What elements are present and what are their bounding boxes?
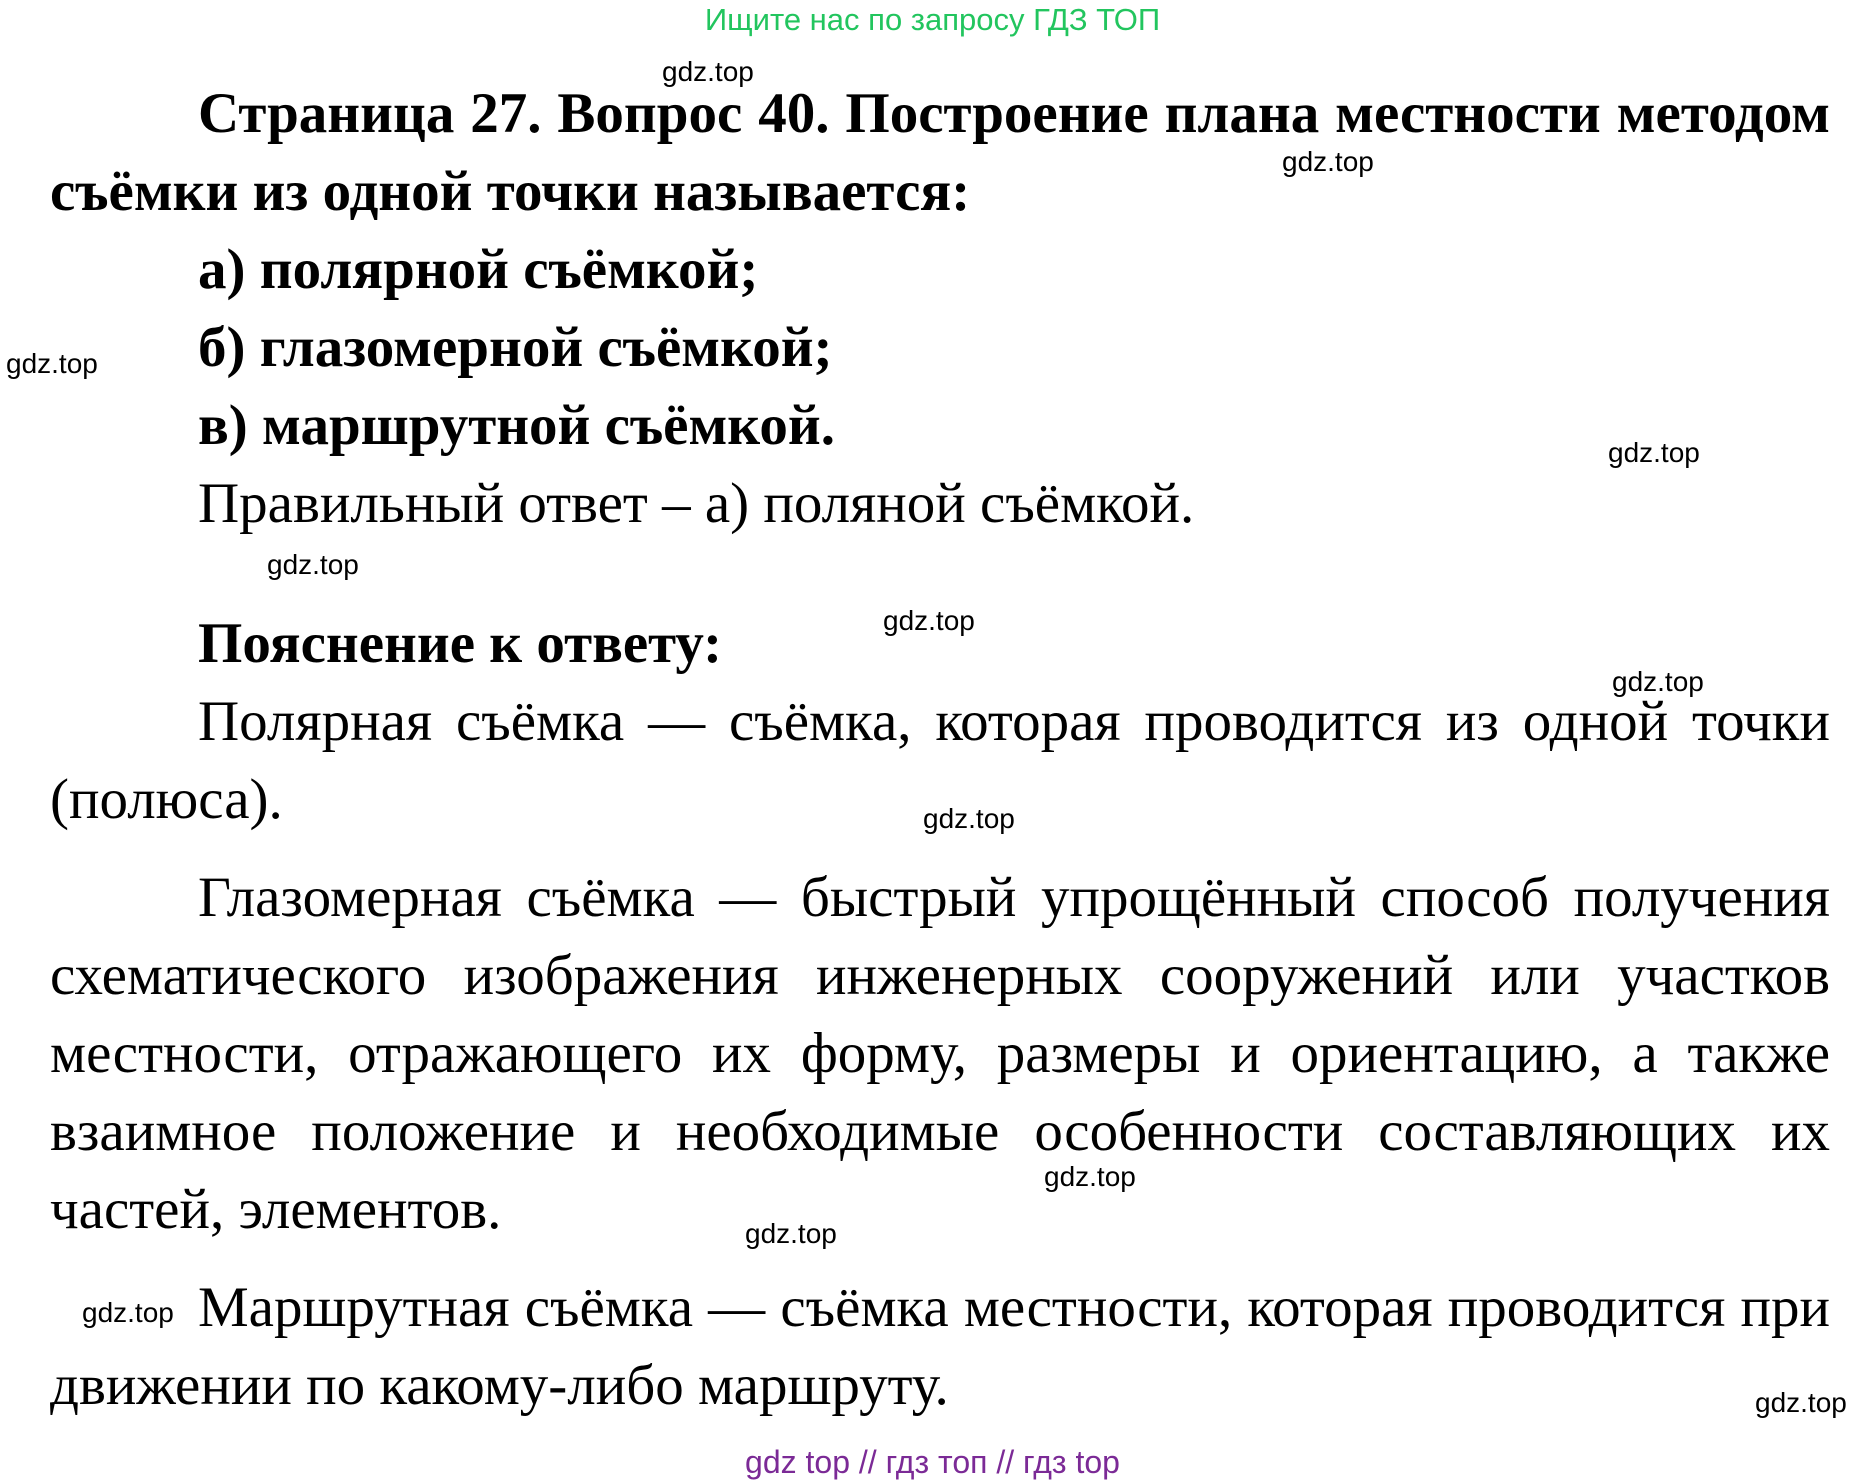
watermark: gdz.top bbox=[82, 1297, 174, 1328]
explanation-paragraph-route: Маршрутная съёмка — съёмка местности, которая проводится при движении по какому-либо маршруту. bbox=[50, 1276, 1830, 1417]
watermark: gdz.top bbox=[6, 348, 98, 379]
option-b: б) глазомерной съёмкой; bbox=[198, 316, 833, 379]
watermark: gdz.top bbox=[1612, 666, 1704, 697]
option-c: в) маршрутной съёмкой. bbox=[198, 394, 835, 457]
explanation-paragraph-polar: Полярная съёмка — съёмка, которая проводится из одной точки (полюса). bbox=[50, 690, 1830, 831]
explanation-paragraph-eye: Глазомерная съёмка — быстрый упрощённый способ получения схематического изображения инженерных сооружений или участков местности, отражающего их форму, размеры и ориентацию, а также взаимное положение и необходимые особенности составляющих их частей, элементов. bbox=[50, 866, 1830, 1241]
question-title: Страница 27. Вопрос 40. Построение плана местности методом съёмки из одной точки называется: bbox=[50, 82, 1830, 223]
watermark: gdz.top bbox=[883, 605, 975, 636]
search-hint-link[interactable]: Ищите нас по запросу ГДЗ ТОП bbox=[704, 2, 1161, 37]
option-a: а) полярной съёмкой; bbox=[198, 238, 759, 301]
watermark: gdz.top bbox=[923, 803, 1015, 834]
watermark: gdz.top bbox=[1282, 146, 1374, 177]
watermark: gdz.top bbox=[745, 1218, 837, 1249]
watermark: gdz.top bbox=[662, 56, 754, 87]
footer-links[interactable]: gdz top // гдз топ // гдз top bbox=[745, 1444, 1120, 1480]
watermark: gdz.top bbox=[1608, 437, 1700, 468]
watermark: gdz.top bbox=[1755, 1387, 1847, 1418]
watermark: gdz.top bbox=[1044, 1161, 1136, 1192]
watermark: gdz.top bbox=[267, 549, 359, 580]
explanation-title: Пояснение к ответу: bbox=[198, 612, 723, 675]
correct-answer: Правильный ответ – а) поляной съёмкой. bbox=[198, 472, 1195, 535]
document-body bbox=[50, 75, 1830, 1425]
